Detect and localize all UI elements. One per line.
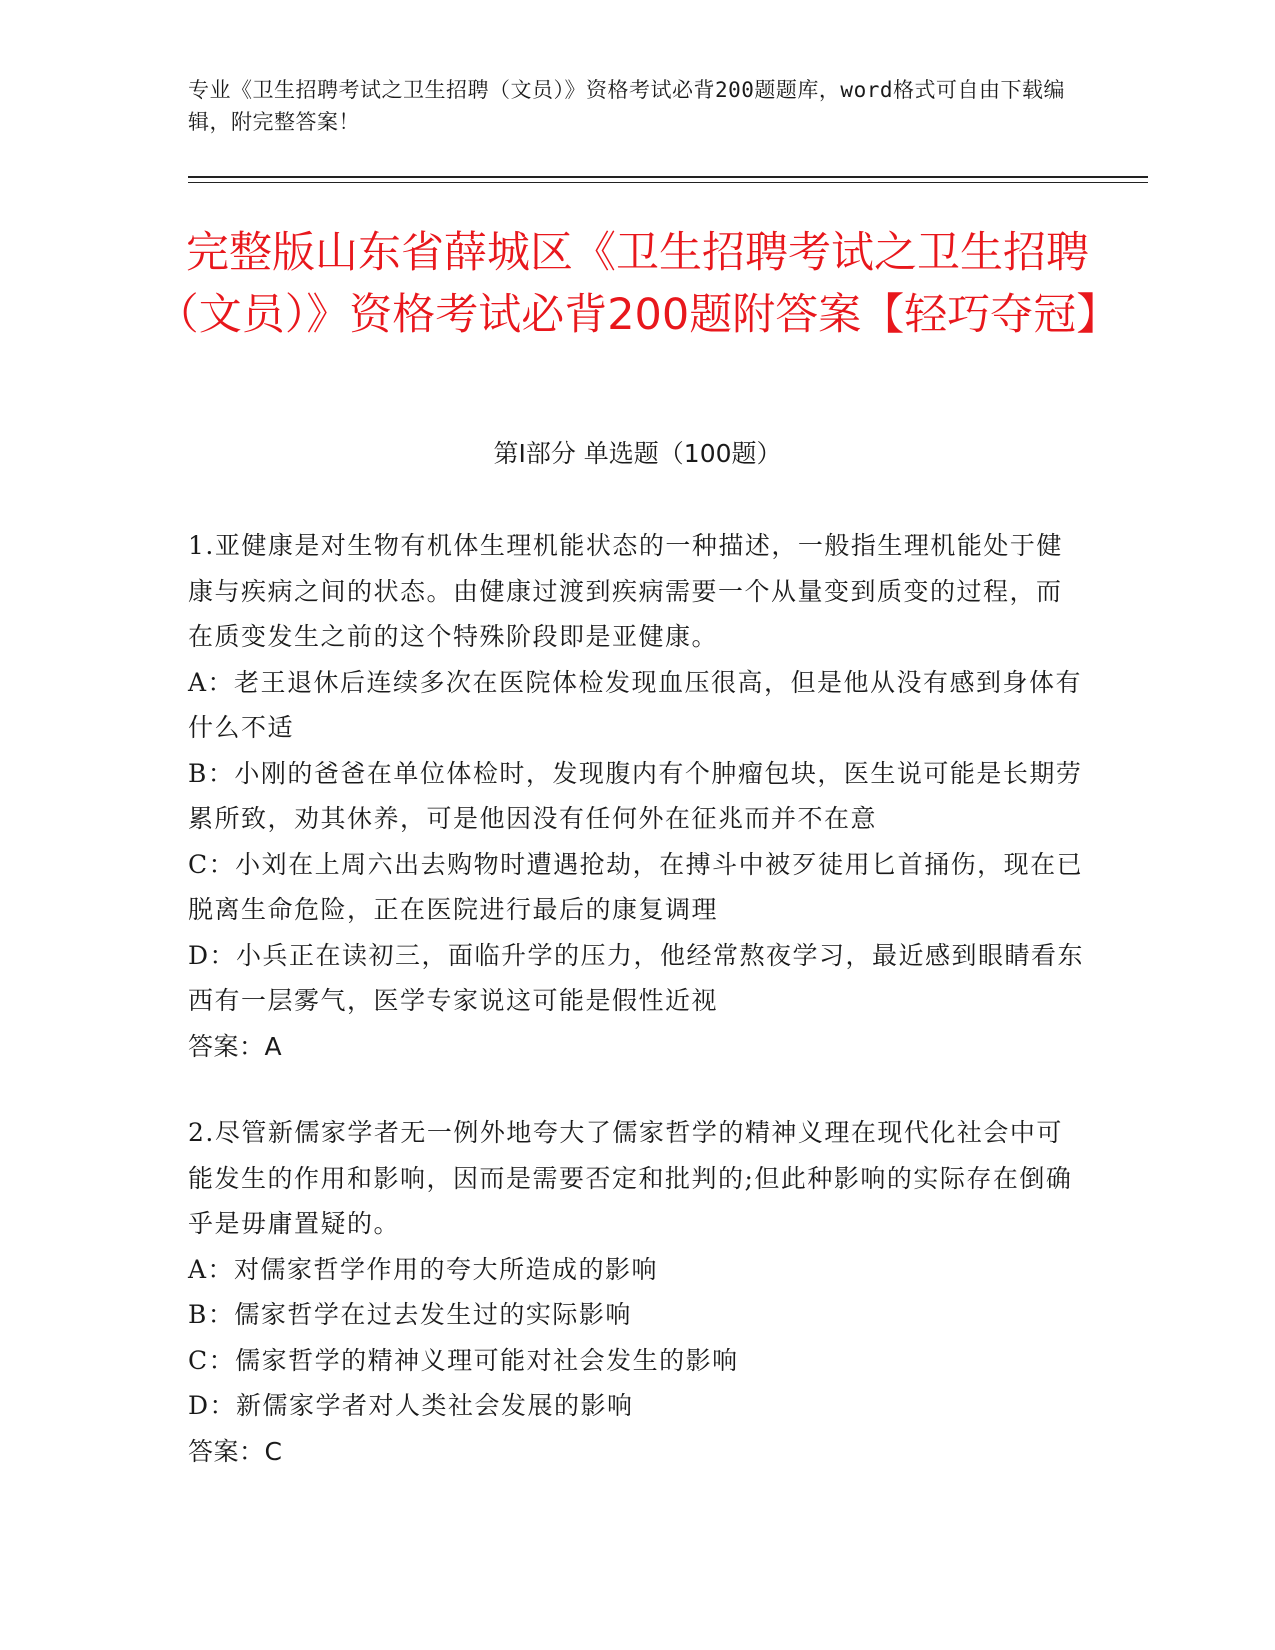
- question-stem: 2.尽管新儒家学者无一例外地夸大了儒家哲学的精神义理在现代化社会中可能发生的作用和影响，因而是需要否定和批判的;但此种影响的实际存在倒确乎是毋庸置疑的。: [188, 1118, 1073, 1238]
- answer: 答案：C: [188, 1436, 283, 1466]
- header-divider-thin: [188, 182, 1148, 183]
- header-note: 专业《卫生招聘考试之卫生招聘（文员）》资格考试必背200题题库，word格式可自由下载编辑，附完整答案！: [188, 78, 1065, 134]
- option-d: D：小兵正在读初三，面临升学的压力，他经常熬夜学习，最近感到眼睛看东西有一层雾气，医学专家说这可能是假性近视: [188, 940, 1085, 1015]
- option-d: D：新儒家学者对人类社会发展的影响: [188, 1391, 634, 1420]
- question-stem: 1.亚健康是对生物有机体生理机能状态的一种描述，一般指生理机能处于健康与疾病之间的状态。由健康过渡到疾病需要一个从量变到质变的过程，而在质变发生之前的这个特殊阶段即是亚健康。: [188, 531, 1063, 651]
- answer: 答案：A: [188, 1031, 283, 1061]
- option-b: B：小刚的爸爸在单位体检时，发现腹内有个肿瘤包块，医生说可能是长期劳累所致，劝其休养，可是他因没有任何外在征兆而并不在意: [188, 758, 1083, 833]
- option-a: A：对儒家哲学作用的夸大所造成的影响: [188, 1254, 659, 1284]
- option-c: C：小刘在上周六出去购物时遭遇抢劫，在搏斗中被歹徒用匕首捅伤，现在已脱离生命危险，正在医院进行最后的康复调理: [188, 849, 1084, 924]
- question-2: [188, 1110, 1088, 1474]
- option-c: C：儒家哲学的精神义理可能对社会发生的影响: [188, 1345, 739, 1375]
- header-divider-thick: [188, 176, 1148, 178]
- option-b: B：儒家哲学在过去发生过的实际影响: [188, 1300, 632, 1329]
- section-heading: 第Ⅰ部分 单选题（100题）: [493, 439, 782, 468]
- document-title: 完整版山东省薛城区《卫生招聘考试之卫生招聘（文员）》资格考试必背200题附答案【轻巧夺冠】: [155, 228, 1120, 340]
- question-1: [188, 523, 1088, 1069]
- option-a: A：老王退休后连续多次在医院体检发现血压很高，但是他从没有感到身体有什么不适: [188, 667, 1083, 742]
